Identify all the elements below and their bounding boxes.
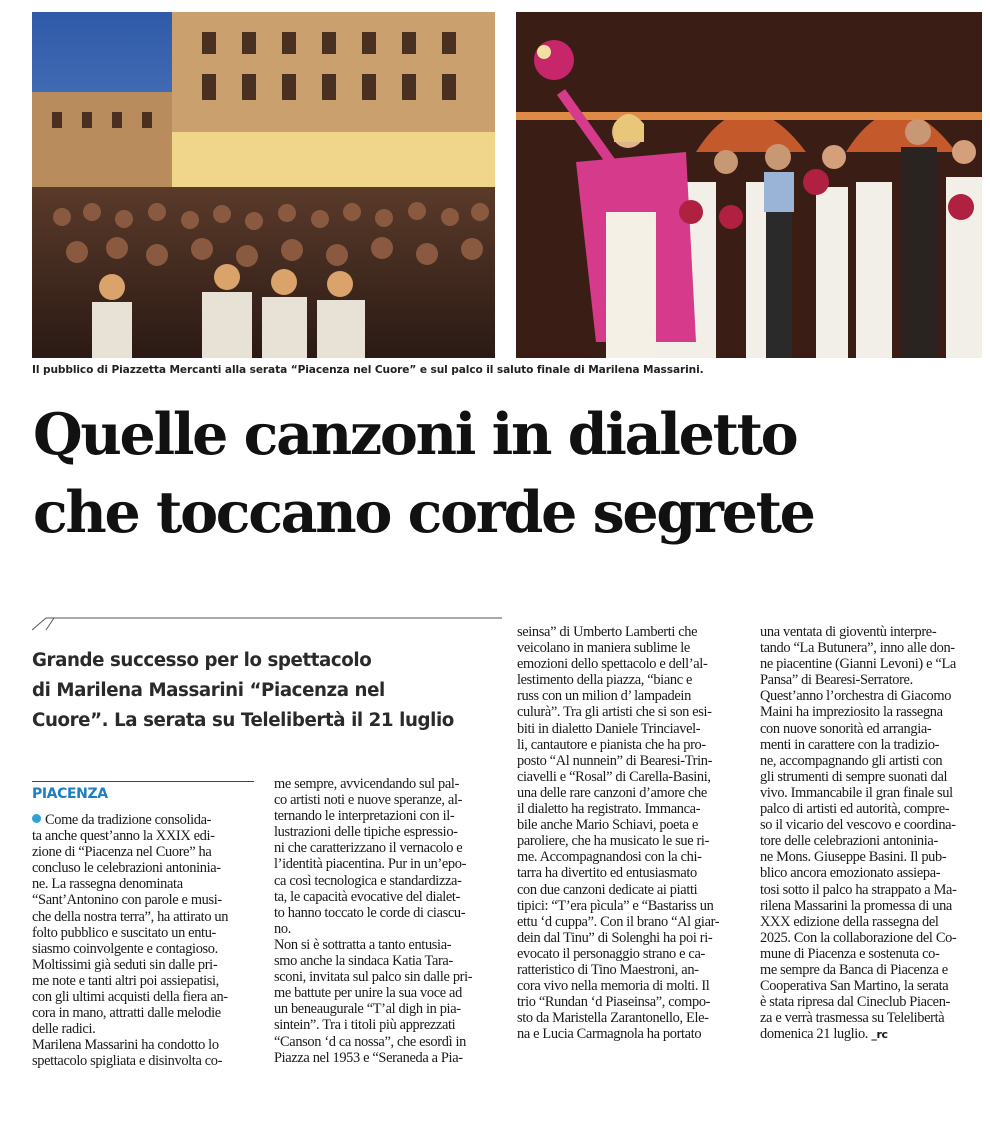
article-line-text: Come da tradizione consolida- — [45, 812, 212, 828]
article-line: za e verrà trasmessa su Telelibertà — [760, 1010, 945, 1027]
article-line: tipici: “T’era pìcula” e “Bastariss un — [517, 897, 714, 914]
article-line: cora vivo nella memoria di molti. Il — [517, 978, 710, 995]
stage-photo — [516, 12, 982, 358]
article-line: li, cantautore e pianista che ha pro- — [517, 736, 706, 753]
article-line: concluso le celebrazioni antoninia- — [32, 860, 221, 877]
article-line: cora in mano, attratti dalle melodie — [32, 1005, 221, 1022]
article-column-2 — [274, 776, 496, 1066]
article-line: me sempre da Banca di Piacenza e — [760, 961, 948, 978]
article-line: smo anche la sindaca Katia Tara- — [274, 953, 453, 970]
article-line: so il vicario del vescovo e coordina- — [760, 817, 956, 834]
audience-photo — [32, 12, 495, 358]
article-line: ne Mons. Giuseppe Basini. Il pub- — [760, 849, 947, 866]
article-line: XXX edizione della rassegna del — [760, 913, 939, 930]
headline — [33, 396, 973, 552]
author-signature: _rc — [871, 1028, 888, 1042]
article-line: sconi, invitata sul palco sin dalle pri- — [274, 969, 473, 986]
article-line: palco di artisti ed autorità, compre- — [760, 801, 950, 818]
article-line: tosi sotto il palco ha strappato a Ma- — [760, 881, 957, 898]
article-line: Cooperativa San Martino, la serata — [760, 978, 949, 995]
article-line: tarra ha divertito ed entusiasmato — [517, 865, 697, 882]
article-line: ettu ‘d cuppa”. Con il brano “Al giar- — [517, 913, 720, 930]
article-line: “Sant’Antonino con parole e musi- — [32, 892, 222, 909]
subheadline — [32, 646, 502, 736]
article-line: russ con un milion d’ lampadein — [517, 688, 691, 705]
article-line: no. — [274, 920, 291, 937]
article-line: un beneaugurale “T’al digh in pia- — [274, 1001, 461, 1018]
article-line: ta, le capacità evocative del dialet- — [274, 888, 461, 905]
article-line: paroliere, che ha musicato le sue ri- — [517, 833, 710, 850]
subheadline-line-1: Grande successo per lo spettacolo — [32, 650, 372, 671]
article-line: ne. La rassegna denominata — [32, 876, 183, 893]
article-line: ternando le interpretazioni con il- — [274, 808, 455, 825]
article-line: spettacolo spigliata e disinvolta co- — [32, 1053, 223, 1070]
article-line: folto pubblico e suscitato un entu- — [32, 924, 216, 941]
article-line — [32, 812, 254, 828]
subheadline-line-3: Cuore”. La serata su Telelibertà il 21 luglio — [32, 710, 454, 731]
decorative-rule — [32, 612, 502, 632]
article-line: che della nostra terra”, ha attirato un — [32, 908, 229, 925]
article-line: con nuove sonorità ed arrangia- — [760, 720, 932, 737]
article-line: biti in dialetto Daniele Trinciavel- — [517, 720, 701, 737]
article-line: posto “Al nunnein” di Bearesi-Trin- — [517, 752, 713, 769]
article-line: l’identità piacentina. Pur in un’epo- — [274, 856, 467, 873]
section-rule — [32, 781, 254, 782]
article-line: me note e tanti altri poi assiepatisi, — [32, 972, 219, 989]
article-line: Piazza nel 1953 e “Seraneda a Pia- — [274, 1049, 463, 1066]
article-line: sintein”. Tra i titoli più apprezzati — [274, 1017, 456, 1034]
article-line: Non si è sottratta a tanto entusia- — [274, 936, 452, 953]
article-line: ratteristico di Tino Maestroni, an- — [517, 961, 699, 978]
bullet-dot-icon — [32, 814, 41, 823]
article-column-1 — [32, 812, 254, 1070]
article-line: na e Lucia Carmagnola ha portato — [517, 1026, 702, 1043]
article-line: veicolano in maniera sublime le — [517, 640, 690, 657]
article-line: vivo. Immancabile il gran finale sul — [760, 784, 953, 801]
article-line: delle radici. — [32, 1021, 96, 1038]
article-line: culurà”. Tra gli artisti che si son esi- — [517, 704, 712, 721]
article-line: Pansa” di Bearesi-Serratore. — [760, 672, 913, 689]
article-column-3 — [517, 624, 741, 1042]
article-line: dein dal Tinu” di Solenghi ha poi ri- — [517, 929, 713, 946]
article-line: il dialetto ha registrato. Immanca- — [517, 801, 701, 818]
article-line: una ventata di gioventù interpre- — [760, 624, 937, 640]
article-line: ca così tecnologica e standardizza- — [274, 872, 462, 889]
article-line: Maini ha impreziosito la rassegna — [760, 704, 943, 721]
article-line: tando “La Butunera”, inno alle don- — [760, 640, 955, 657]
article-line: me. Accompagnandosi con la chi- — [517, 849, 702, 866]
article-line: zione di “Piacenza nel Cuore” ha — [32, 844, 212, 861]
stage-photo-illustration — [516, 12, 982, 358]
article-line: è stata ripresa dal Cineclub Piacen- — [760, 994, 950, 1011]
article-line: Quest’anno l’orchestra di Giacomo — [760, 688, 952, 705]
headline-line-1: Quelle canzoni in dialetto — [33, 401, 797, 468]
article-line: ne piacentine (Gianni Levoni) e “La — [760, 656, 956, 673]
article-line: emozioni dello spettacolo e dell’al- — [517, 656, 708, 673]
audience-photo-illustration — [32, 12, 495, 358]
article-line: con due canzoni dedicate ai piatti — [517, 881, 698, 898]
article-column-4 — [760, 624, 984, 1043]
article-line: rilena Massarini la promessa di una — [760, 897, 952, 914]
article-line: Moltissimi già seduti sin dalle pri- — [32, 956, 218, 973]
section-label: PIACENZA — [32, 786, 108, 802]
photo-caption: Il pubblico di Piazzetta Mercanti alla serata “Piacenza nel Cuore” e sul palco il saluto finale di Marilena Massarini. — [32, 364, 704, 376]
article-line: tore delle celebrazioni antoninia- — [760, 833, 938, 850]
article-line: ni che caratterizzano il vernacolo e — [274, 840, 463, 857]
article-line: menti in carattere con la tradizio- — [760, 736, 940, 753]
article-line: me sempre, avvicendando sul pal- — [274, 776, 460, 792]
article-line: Marilena Massarini ha condotto lo — [32, 1037, 219, 1054]
article-line: una delle rare canzoni d’amore che — [517, 784, 707, 801]
article-line: ciavelli e “Rosal” di Carella-Basini, — [517, 768, 711, 785]
article-line: ta anche quest’anno la XXIX edi- — [32, 828, 215, 845]
article-line: sto da Maristella Zarantonello, Ele- — [517, 1010, 709, 1027]
article-line — [760, 1026, 984, 1043]
article-line: gli strumenti di sempre suonati dal — [760, 768, 948, 785]
article-line: 2025. Con la collaborazione del Co- — [760, 929, 957, 946]
article-line: con gli ultimi acquisti della fiera an- — [32, 989, 228, 1006]
article-line: lustrazioni delle tipiche espressio- — [274, 824, 458, 841]
article-line: co artisti noti e nuove speranze, al- — [274, 792, 463, 809]
headline-line-2: che toccano corde segrete — [33, 479, 814, 546]
article-line: ne, accompagnando gli artisti con — [760, 752, 943, 769]
article-line: seinsa” di Umberto Lamberti che — [517, 624, 698, 640]
article-line: lestimento della piazza, “bianc e — [517, 672, 693, 689]
article-line: trio “Rundan ‘d Piaseinsa”, compo- — [517, 994, 711, 1011]
article-line-text: domenica 21 luglio. — [760, 1026, 869, 1043]
article-line: to hanno toccato le corde di ciascu- — [274, 904, 466, 921]
article-line: mune di Piacenza e sostenuta co- — [760, 945, 940, 962]
article-line: me battute per unire la sua voce ad — [274, 985, 462, 1002]
article-line: “Canson ‘d ca nossa”, che esordì in — [274, 1033, 466, 1050]
article-line: siasmo coinvolgente e contagioso. — [32, 940, 218, 957]
article-line: blico ancora emozionato assiepa- — [760, 865, 941, 882]
subheadline-line-2: di Marilena Massarini “Piacenza nel — [32, 680, 385, 701]
article-line: evocato il personaggio strano e ca- — [517, 945, 705, 962]
article-line: bile anche Mario Schiavi, poeta e — [517, 817, 699, 834]
